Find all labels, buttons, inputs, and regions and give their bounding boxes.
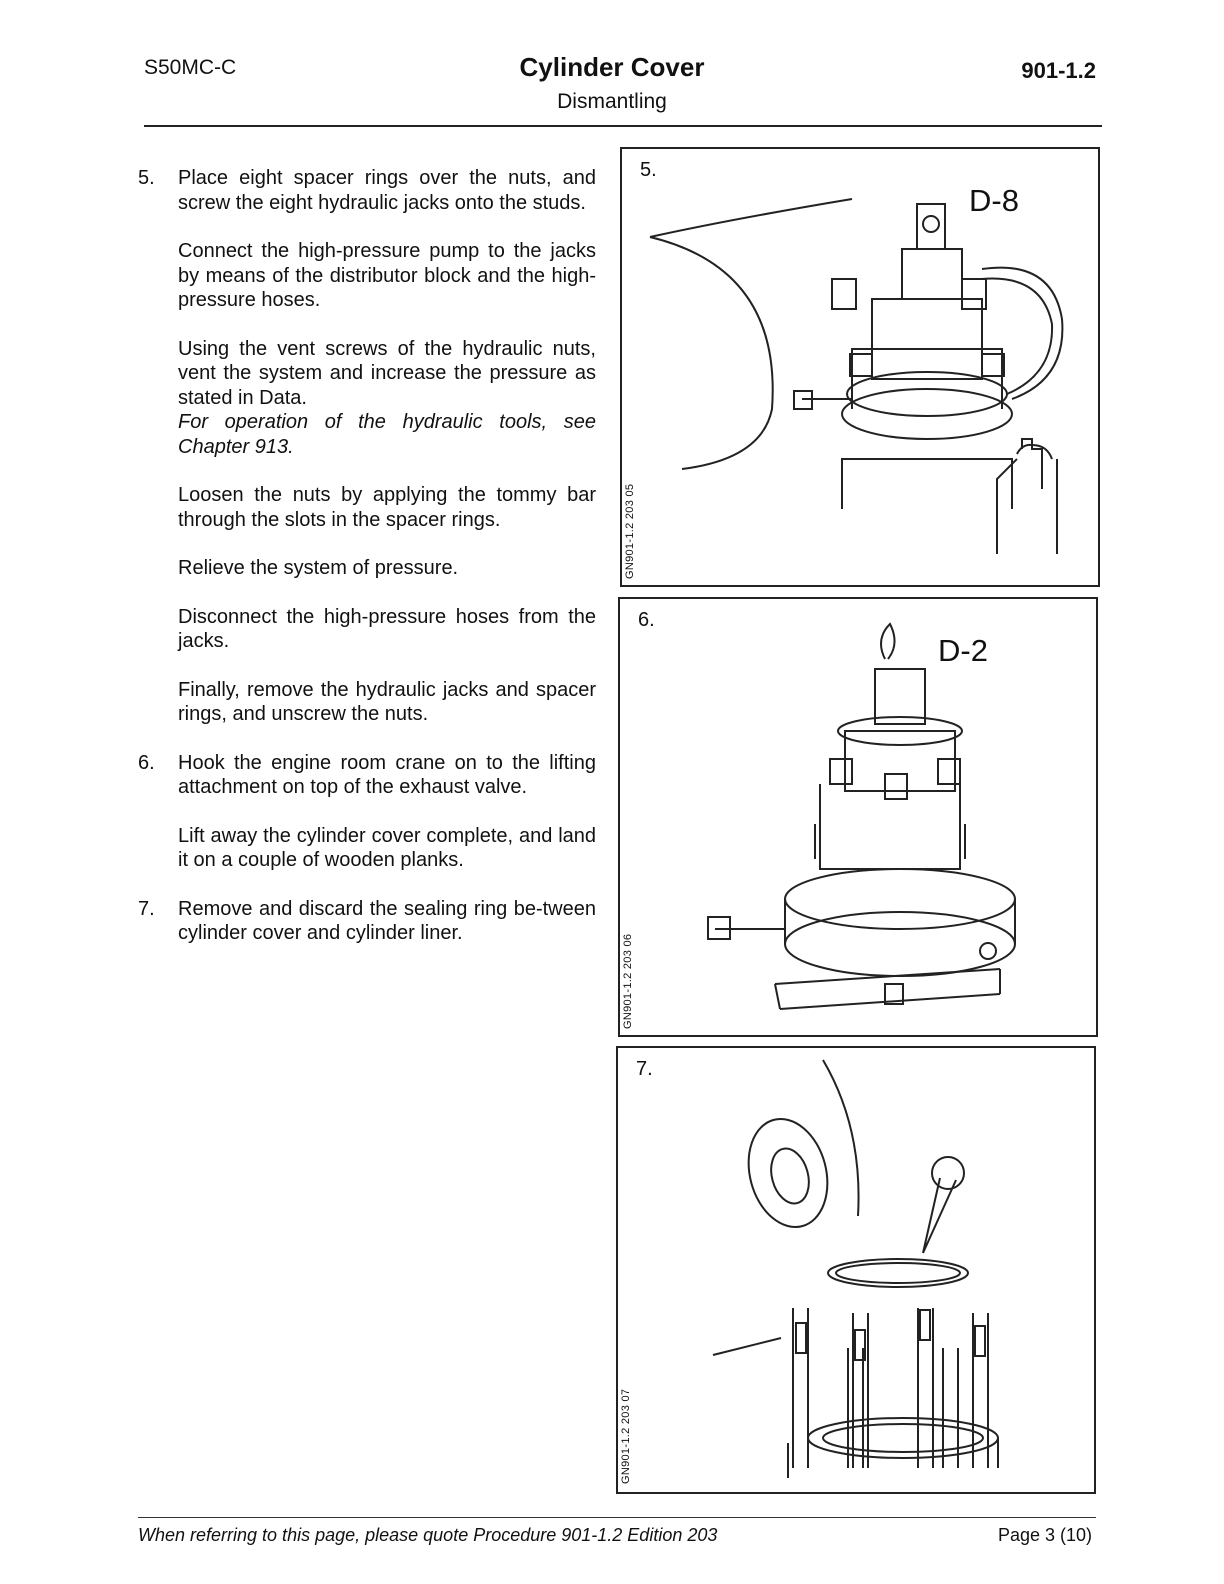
page-title: Cylinder Cover xyxy=(519,52,705,82)
step-paragraph: Finally, remove the hydraulic jacks and spacer rings, and unscrew the nuts. xyxy=(178,678,596,725)
engine-model: S50MC-C xyxy=(144,56,237,79)
figure-code: GN901-1.2 203 06 xyxy=(622,933,634,1029)
figure-tag: D-2 xyxy=(938,633,988,668)
figure-7 xyxy=(616,1046,1096,1494)
figure-code: GN901-1.2 203 05 xyxy=(624,483,636,579)
figure-number: 5. xyxy=(640,159,657,181)
step-6 xyxy=(138,751,596,897)
step-paragraph: Lift away the cylinder cover complete, and land it on a couple of wooden planks. xyxy=(178,824,596,871)
step-paragraph: Using the vent screws of the hydraulic nuts, vent the system and increase the pressure as stated in Data. xyxy=(178,337,596,409)
step-number: 5. xyxy=(138,167,155,189)
page-subtitle: Dismantling xyxy=(557,90,667,113)
page-number: Page 3 (10) xyxy=(997,1525,1092,1545)
figure-number: 6. xyxy=(638,609,655,631)
figure-tag: D-8 xyxy=(969,183,1019,218)
instruction-steps xyxy=(138,166,596,946)
step-paragraph: Place eight spacer rings over the nuts, and screw the eight hydraulic jacks onto the studs. xyxy=(178,167,596,214)
procedure-number: 901-1.2 xyxy=(1021,58,1096,83)
figure-code: GN901-1.2 203 07 xyxy=(620,1388,632,1484)
footer-reference: When referring to this page, please quote Procedure 901-1.2 Edition 203 xyxy=(138,1525,718,1545)
figure-6 xyxy=(618,597,1098,1037)
step-paragraph: Loosen the nuts by applying the tommy bar through the slots in the spacer rings. xyxy=(178,484,596,531)
sealing-ring-illustration xyxy=(618,1048,1094,1492)
step-note: For operation of the hydraulic tools, see Chapter 913. xyxy=(178,411,596,458)
step-paragraph: Connect the high-pressure pump to the jacks by means of the distributor block and the high-pressure hoses. xyxy=(178,240,596,311)
hydraulic-jacks-illustration xyxy=(622,149,1098,585)
figure-number: 7. xyxy=(636,1058,653,1080)
step-paragraph: Hook the engine room crane on to the lifting attachment on top of the exhaust valve. xyxy=(178,751,596,798)
step-number: 7. xyxy=(138,897,155,920)
figure-5 xyxy=(620,147,1100,587)
step-5 xyxy=(138,166,596,751)
header-divider xyxy=(144,125,1102,127)
step-7 xyxy=(138,897,596,946)
step-paragraph: Relieve the system of pressure. xyxy=(178,557,459,579)
step-paragraph: Remove and discard the sealing ring be-tween cylinder cover and cylinder liner. xyxy=(178,897,596,944)
cylinder-cover-lift-illustration xyxy=(620,599,1096,1035)
step-paragraph: Disconnect the high-pressure hoses from the jacks. xyxy=(178,605,596,652)
step-number: 6. xyxy=(138,751,155,774)
footer-divider xyxy=(138,1517,1096,1518)
